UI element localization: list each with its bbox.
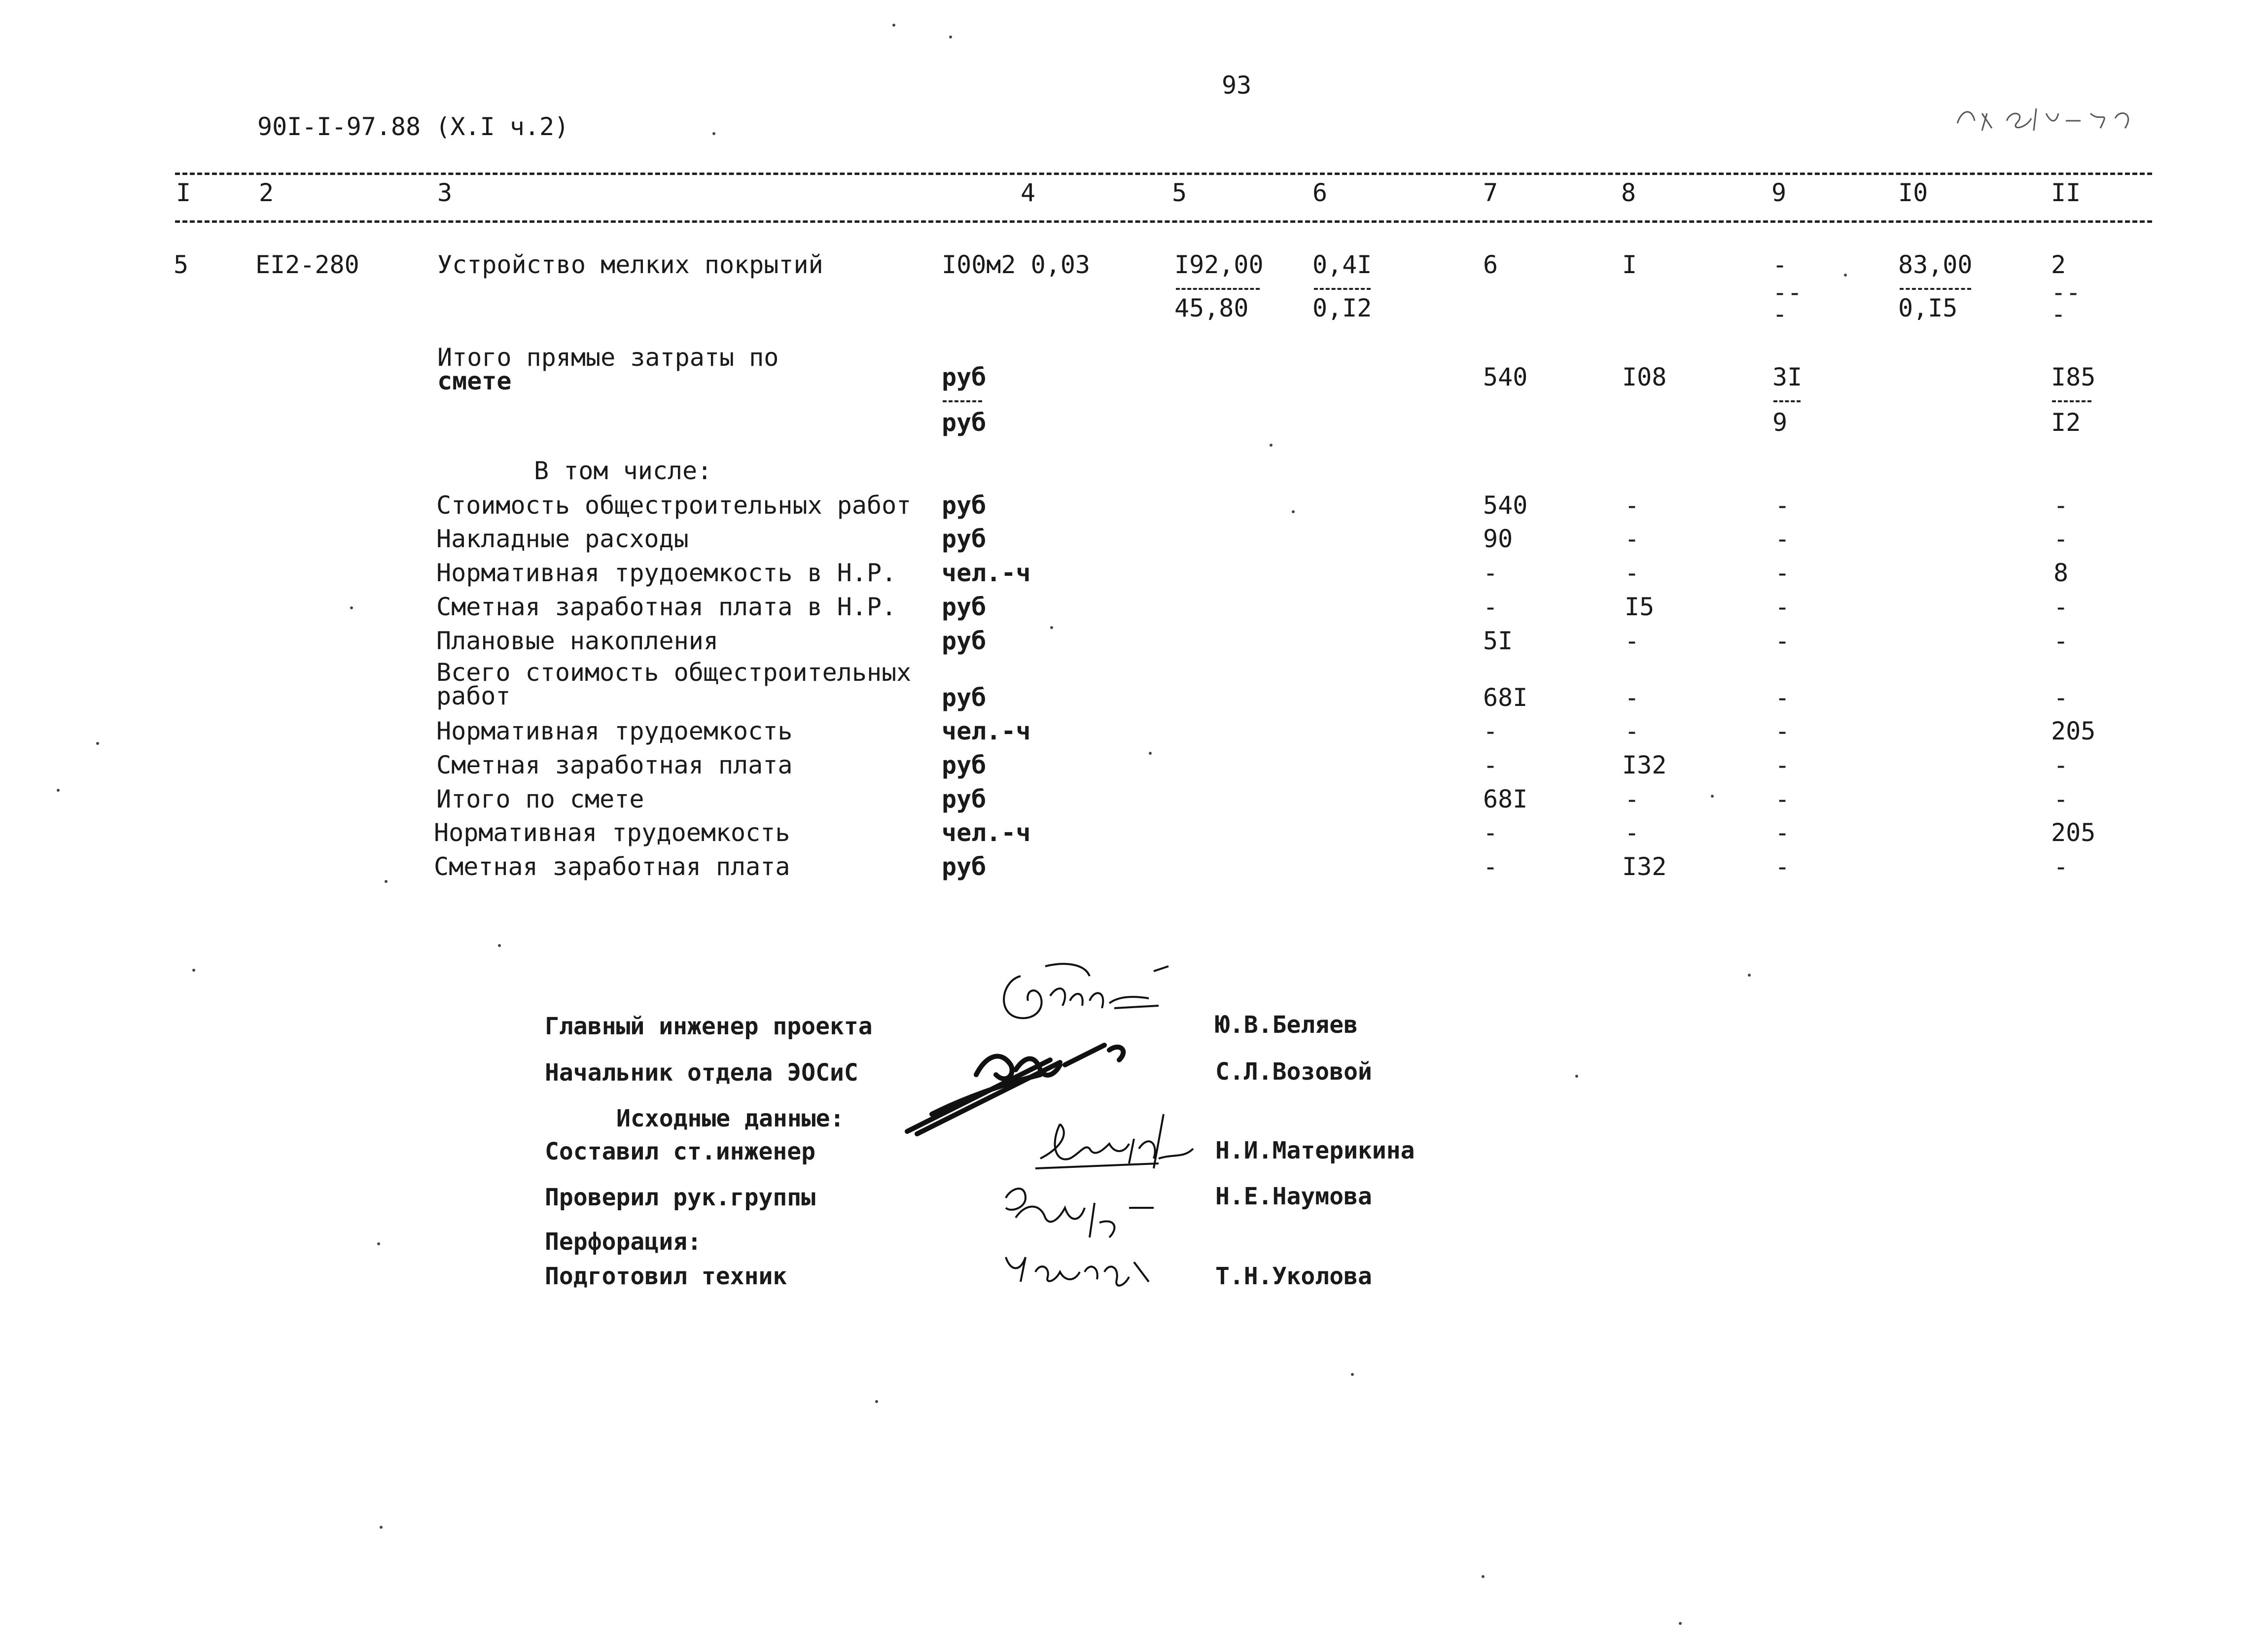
- direct-costs-col9-bottom: 9: [1772, 408, 1788, 437]
- summary-label: Нормативная трудоемкость: [434, 818, 790, 847]
- summary-col7: -: [1483, 717, 1498, 745]
- row-col6-bottom: 0,I2: [1312, 294, 1372, 322]
- summary-label: Нормативная трудоемкость: [436, 717, 793, 745]
- summary-unit: руб: [942, 627, 987, 655]
- scan-speck: [350, 606, 353, 609]
- summary-col11: -: [2053, 593, 2069, 621]
- row-col9-bottom: -: [1772, 300, 1788, 328]
- summary-col11: -: [2053, 683, 2069, 712]
- summary-unit: руб: [942, 593, 987, 621]
- col-header-7: 7: [1483, 178, 1498, 207]
- summary-col8: I32: [1622, 751, 1667, 779]
- scan-speck: [96, 742, 99, 745]
- scan-speck: [498, 944, 501, 947]
- summary-col7: -: [1483, 852, 1498, 881]
- summary-label: Плановые накопления: [436, 627, 718, 655]
- scan-speck: [875, 1400, 878, 1403]
- summary-col7: 68I: [1483, 683, 1528, 712]
- summary-col8: I32: [1622, 852, 1667, 881]
- page-number: 93: [1222, 71, 1252, 100]
- prepared-label: Подготовил техник: [545, 1263, 787, 1290]
- col-header-5: 5: [1172, 178, 1187, 207]
- row-col9-top: -: [1772, 250, 1788, 279]
- summary-col9: -: [1775, 593, 1790, 621]
- scan-speck: [377, 1242, 380, 1245]
- scan-speck: [192, 969, 195, 972]
- summary-col7: 5I: [1483, 627, 1513, 655]
- summary-label: Стоимость общестроительных работ: [436, 491, 912, 520]
- fraction-bar: [943, 400, 982, 402]
- scan-speck: [1292, 510, 1295, 513]
- summary-col11: -: [2053, 751, 2069, 779]
- scan-speck: [1050, 626, 1053, 629]
- direct-costs-label-2: смете: [437, 367, 512, 395]
- row-col11-bottom: -: [2051, 300, 2066, 328]
- scan-speck: [1844, 274, 1847, 277]
- scan-speck: [1575, 1075, 1578, 1078]
- summary-col7: -: [1483, 559, 1498, 587]
- direct-costs-col7: 540: [1483, 363, 1528, 391]
- summary-col7: 540: [1483, 491, 1528, 520]
- summary-label: Итого по смете: [436, 785, 644, 813]
- summary-col8: -: [1625, 717, 1640, 745]
- summary-col8: -: [1625, 627, 1640, 655]
- direct-costs-unit-bottom: руб: [942, 408, 987, 437]
- summary-col9: -: [1775, 627, 1790, 655]
- summary-col7: 90: [1483, 525, 1513, 553]
- col-header-4: 4: [1021, 178, 1036, 207]
- summary-unit: чел.-ч: [942, 818, 1031, 847]
- direct-costs-col11-top: I85: [2051, 363, 2096, 391]
- col-header-11: II: [2051, 178, 2081, 207]
- summary-col11: 205: [2051, 818, 2096, 847]
- chief-engineer-name: Ю.В.Беляев: [1215, 1011, 1358, 1039]
- summary-col8: I5: [1625, 593, 1655, 621]
- col-header-6: 6: [1312, 178, 1328, 207]
- row-col8: I: [1622, 250, 1637, 279]
- scan-speck: [1748, 974, 1751, 977]
- scan-speck: [380, 1526, 383, 1529]
- col-header-8: 8: [1621, 178, 1636, 207]
- summary-col9: -: [1775, 852, 1790, 881]
- row-col7: 6: [1483, 250, 1498, 279]
- col-header-3: 3: [437, 178, 453, 207]
- fraction-bar: [2052, 400, 2091, 402]
- col-header-10: I0: [1898, 178, 1928, 207]
- summary-col8: -: [1625, 785, 1640, 813]
- summary-col9: -: [1775, 717, 1790, 745]
- summary-col8: -: [1625, 683, 1640, 712]
- summary-col11: -: [2053, 627, 2069, 655]
- summary-label: Сметная заработная плата: [436, 751, 793, 779]
- scan-speck: [892, 24, 895, 27]
- row-col11-mid-dash: --: [2051, 278, 2081, 307]
- row-code: EI2-280: [255, 250, 359, 279]
- col-header-1: I: [176, 178, 191, 207]
- fraction-bar: [1773, 400, 1801, 402]
- summary-col9: -: [1775, 818, 1790, 847]
- summary-unit: руб: [942, 852, 987, 881]
- source-data-label: Исходные данные:: [616, 1105, 845, 1132]
- summary-col11: -: [2053, 852, 2069, 881]
- row-col11-top: 2: [2051, 250, 2066, 279]
- summary-label: Всего стоимость общестроительных работ: [436, 658, 912, 710]
- signature-ukolova: [1001, 1242, 1164, 1297]
- summary-col8: -: [1625, 818, 1640, 847]
- row-number: 5: [174, 250, 189, 279]
- row-name: Устройство мелких покрытий: [437, 250, 823, 279]
- summary-col7: -: [1483, 751, 1498, 779]
- summary-unit: руб: [942, 491, 987, 520]
- dept-head-name: С.Л.Возовой: [1215, 1058, 1372, 1086]
- prepared-name: Т.Н.Уколова: [1215, 1263, 1372, 1290]
- summary-col11: 205: [2051, 717, 2096, 745]
- summary-col7: -: [1483, 818, 1498, 847]
- compiled-label: Составил ст.инженер: [545, 1138, 816, 1165]
- summary-unit: руб: [942, 683, 987, 712]
- summary-col9: -: [1775, 785, 1790, 813]
- direct-costs-col8: I08: [1622, 363, 1667, 391]
- scan-speck: [57, 789, 60, 792]
- scan-speck: [949, 35, 952, 38]
- summary-label: Сметная заработная плата: [434, 852, 790, 881]
- summary-col7: 68I: [1483, 785, 1528, 813]
- summary-col7: -: [1483, 593, 1498, 621]
- checked-label: Проверил рук.группы: [545, 1184, 816, 1211]
- summary-col11: -: [2053, 525, 2069, 553]
- summary-label: Нормативная трудоемкость в Н.Р.: [436, 559, 897, 587]
- scan-speck: [1482, 1575, 1485, 1578]
- summary-col9: -: [1775, 683, 1790, 712]
- summary-col11: -: [2053, 785, 2069, 813]
- row-unit: I00м2 0,03: [942, 250, 1091, 279]
- row-col5-top: I92,00: [1174, 250, 1264, 279]
- fraction-bar: [1176, 288, 1260, 290]
- row-col9-mid-dash: --: [1772, 278, 1803, 307]
- direct-costs-col11-bottom: I2: [2051, 408, 2081, 437]
- checked-name: Н.Е.Наумова: [1215, 1183, 1372, 1210]
- signature-naumova: [996, 1168, 1173, 1242]
- summary-unit: руб: [942, 525, 987, 553]
- summary-label: Накладные расходы: [436, 525, 689, 553]
- col-header-2: 2: [259, 178, 274, 207]
- header-bottom-rule: [175, 220, 2152, 223]
- archive-stamp: [1952, 94, 2159, 138]
- header-top-rule: [175, 173, 2152, 175]
- document-code: 90I-I-97.88 (X.I ч.2): [257, 112, 569, 141]
- summary-col9: -: [1775, 525, 1790, 553]
- direct-costs-label-1: Итого прямые затраты по: [437, 343, 779, 372]
- summary-col9: -: [1775, 491, 1790, 520]
- scan-speck: [1351, 1373, 1354, 1376]
- direct-costs-col9-top: 3I: [1772, 363, 1803, 391]
- summary-col8: -: [1625, 491, 1640, 520]
- scan-speck: [1711, 795, 1714, 798]
- row-col10-top: 83,00: [1898, 250, 1973, 279]
- summary-col8: -: [1625, 559, 1640, 587]
- summary-unit: руб: [942, 751, 987, 779]
- fraction-bar: [1900, 288, 1971, 290]
- compiled-name: Н.И.Материкина: [1215, 1137, 1415, 1164]
- chief-engineer-label: Главный инженер проекта: [545, 1013, 873, 1040]
- row-col10-bottom: 0,I5: [1898, 294, 1958, 322]
- scan-speck: [1679, 1622, 1682, 1625]
- direct-costs-unit-top: руб: [942, 363, 987, 391]
- fraction-bar: [1314, 288, 1371, 290]
- summary-col11: -: [2053, 491, 2069, 520]
- summary-unit: руб: [942, 785, 987, 813]
- summary-col8: -: [1625, 525, 1640, 553]
- row-col6-top: 0,4I: [1312, 250, 1372, 279]
- summary-label: Сметная заработная плата в Н.Р.: [436, 593, 897, 621]
- summary-col11: 8: [2053, 559, 2069, 587]
- including-label: В том числе:: [534, 457, 712, 485]
- summary-col9: -: [1775, 559, 1790, 587]
- summary-col9: -: [1775, 751, 1790, 779]
- scan-speck: [385, 880, 388, 883]
- scan-speck: [1149, 752, 1152, 755]
- col-header-9: 9: [1771, 178, 1787, 207]
- row-col5-bottom: 45,80: [1174, 294, 1249, 322]
- summary-unit: чел.-ч: [942, 717, 1031, 745]
- summary-unit: чел.-ч: [942, 559, 1031, 587]
- scan-speck: [1270, 444, 1273, 447]
- perforation-label: Перфорация:: [545, 1228, 702, 1256]
- scan-speck: [712, 132, 715, 135]
- dept-head-label: Начальник отдела ЭОСиС: [545, 1059, 858, 1087]
